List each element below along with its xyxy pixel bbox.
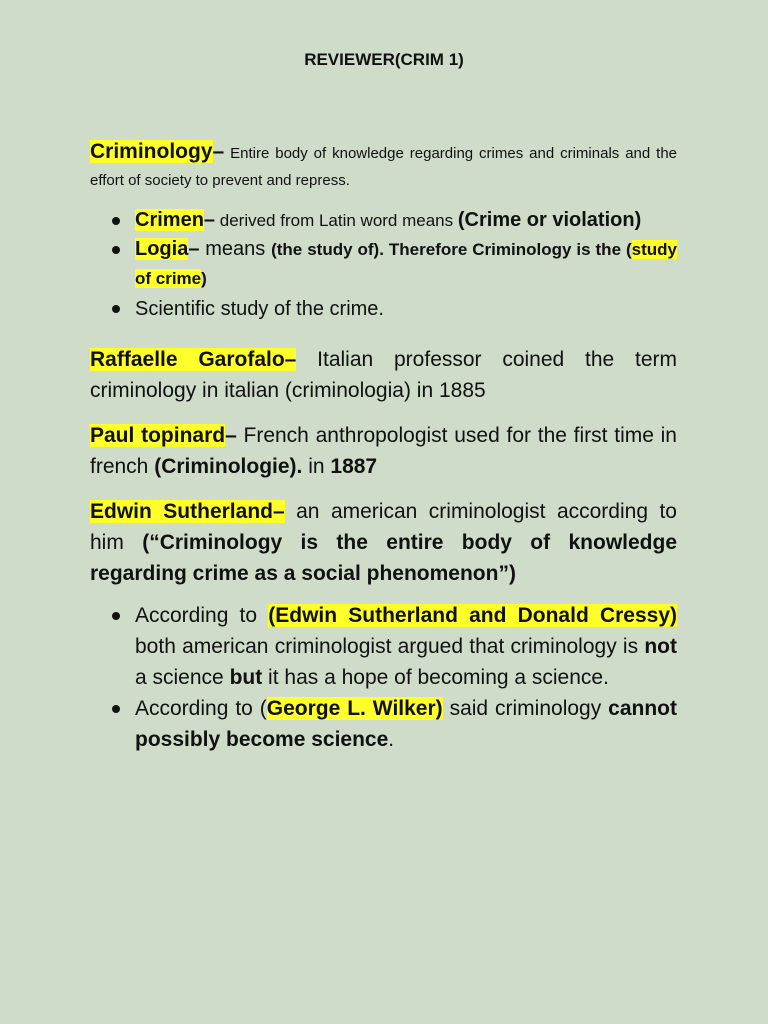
term-highlight: Criminology xyxy=(90,140,213,163)
bullet-icon xyxy=(112,612,120,620)
term-highlight: (Edwin Sutherland and Donald Cressy) xyxy=(268,604,677,627)
term-highlight: George L. Wilker) xyxy=(266,697,443,720)
term-highlight: Paul topinard xyxy=(90,424,226,447)
bullet-icon xyxy=(112,305,120,313)
page-title: REVIEWER(CRIM 1) xyxy=(304,50,464,69)
list-item: Logia– means (the study of). Therefore Criminology is the (study of crime) xyxy=(90,235,677,293)
list-item: According to (George L. Wilker) said criminology cannot possibly become science. xyxy=(90,693,677,755)
term-highlight: Raffaelle Garofalo– xyxy=(90,348,297,371)
topinard-paragraph: Paul topinard– French anthropologist used for the first time in french (Criminologie). in 1887 xyxy=(90,424,677,478)
term-highlight: Crimen xyxy=(135,209,204,231)
bullet-icon xyxy=(112,246,120,254)
bullet-icon xyxy=(112,217,120,225)
list-item: According to (Edwin Sutherland and Donald Cressy) both american criminologist argued that criminology is not a science but it has a hope of becoming a science. xyxy=(90,600,677,693)
criminology-definition: Criminology– Entire body of knowledge regarding crimes and criminals and the effort of society to prevent and repress. xyxy=(90,140,677,189)
etymology-list xyxy=(90,206,677,325)
list-item: Scientific study of the crime. xyxy=(90,293,677,325)
list-item: Crimen– derived from Latin word means (Crime or violation) xyxy=(90,206,677,235)
term-highlight: Logia xyxy=(135,238,189,260)
term-highlight: Edwin Sutherland– xyxy=(90,500,285,523)
opinions-list xyxy=(90,600,677,755)
bullet-icon xyxy=(112,705,120,713)
sutherland-paragraph: Edwin Sutherland– an american criminologist according to him (“Criminology is the entire body of knowledge regarding crime as a social phenomenon”) xyxy=(90,500,677,585)
garofalo-paragraph: Raffaelle Garofalo– Italian professor coined the term criminology in italian (criminologia) in 1885 xyxy=(90,348,678,402)
term-highlight: study of crime xyxy=(135,240,677,288)
